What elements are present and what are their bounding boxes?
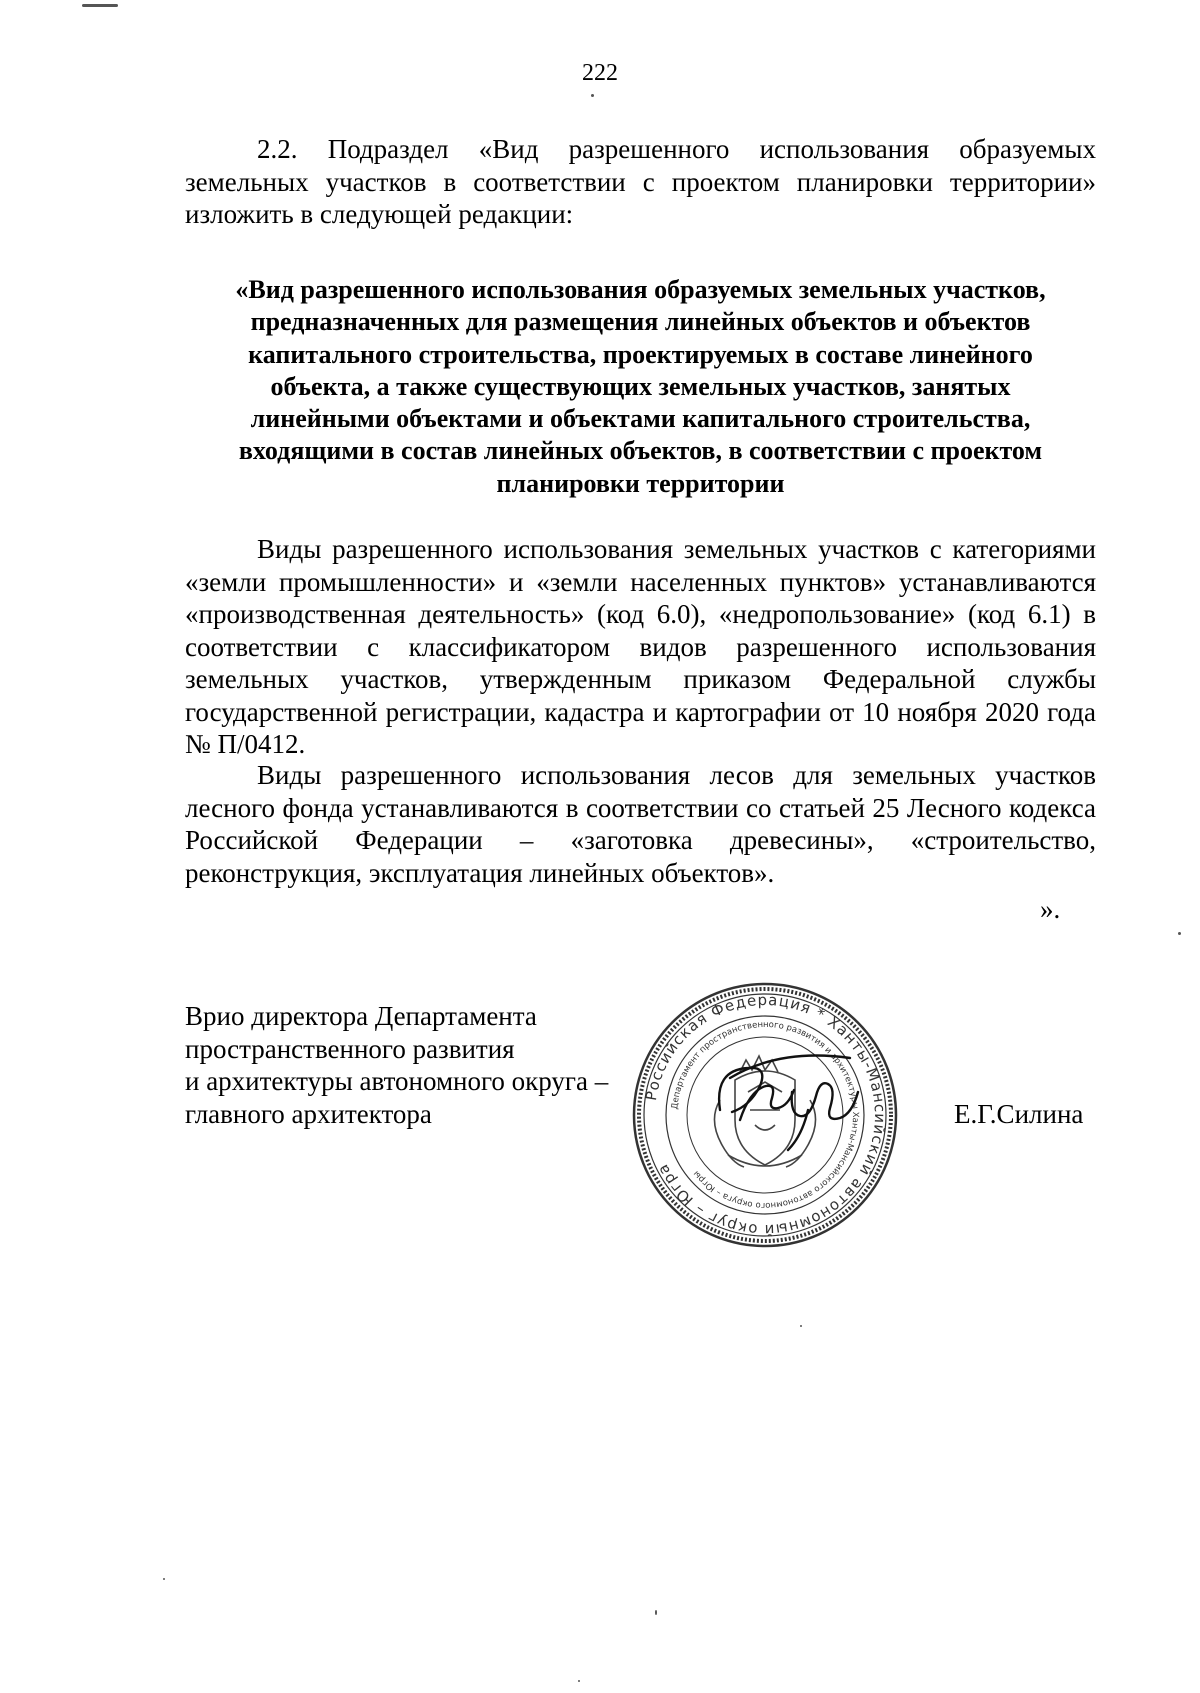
heading-line: планировки территории <box>496 468 785 498</box>
section-heading <box>185 274 1096 500</box>
scan-artifact <box>591 94 594 97</box>
svg-text:Российская Федерация * Ханты-М: Российская Федерация * Ханты-Мансийский автономный округ – Югра <box>641 990 890 1240</box>
heading-line: входящими в состав линейных объектов, в соответствии с проектом <box>238 436 1043 466</box>
heading-line: линейными объектами и объектами капитального строительства, <box>250 404 1031 434</box>
handwritten-signature-icon <box>700 1040 870 1160</box>
paragraph-subsection-intro: 2.2. Подраздел «Вид разрешенного использования образуемых земельных участков в соответствии с проектом планировки территории» изложить в следующей редакции: <box>185 134 1096 229</box>
scan-artifact <box>578 1680 580 1682</box>
scan-artifact <box>655 1610 657 1615</box>
scan-artifact <box>163 1578 165 1580</box>
page-number: 222 <box>582 60 618 86</box>
scan-artifact <box>1178 932 1181 935</box>
heading-line: «Вид разрешенного использования образуемых земельных участков, <box>235 275 1046 304</box>
svg-text:Департамент пространственного: Департамент пространственного развития и архитектуры Ханты-Мансийского автономного округа – Югры <box>670 1019 861 1211</box>
scan-artifact <box>800 1325 802 1327</box>
heading-line: предназначенных для размещения линейных объектов и объектов <box>250 307 1031 337</box>
signer-title-line: и архитектуры автономного округа – <box>185 1066 609 1096</box>
signer-title-line: пространственного развития <box>185 1033 515 1064</box>
scan-artifact <box>82 4 118 7</box>
signer-title-line: Врио директора Департамента <box>185 1001 537 1031</box>
signer-title <box>185 1000 655 1130</box>
signer-name: Е.Г.Силина <box>954 1099 1084 1129</box>
paragraph-land-use-types: Виды разрешенного использования земельных участков с категориями «земли промышленности» и «земли населенных пунктов» устанавливаются «производственная деятельность» (код 6.0), «недропользование» (код 6.1) в соответствии с классификатором видов разрешенного использования земельных участков, утвержденным приказом Федеральной службы государственной регистрации, кадастра и картографии от 10 ноября 2020 года № П/0412. <box>185 534 1096 759</box>
signer-title-line: главного архитектора <box>185 1098 432 1129</box>
closing-quote: ». <box>1040 894 1061 924</box>
heading-line: капитального строительства, проектируемых в составе линейного <box>248 339 1033 369</box>
paragraph-forest-use-types: Виды разрешенного использования лесов для земельных участков лесного фонда устанавливаются в соответствии со статьей 25 Лесного кодекса Российской Федерации – «заготовка древесины», «строительство, реконструкция, эксплуатация линейных объектов». <box>185 760 1096 888</box>
heading-line: объекта, а также существующих земельных участков, занятых <box>270 371 1011 401</box>
